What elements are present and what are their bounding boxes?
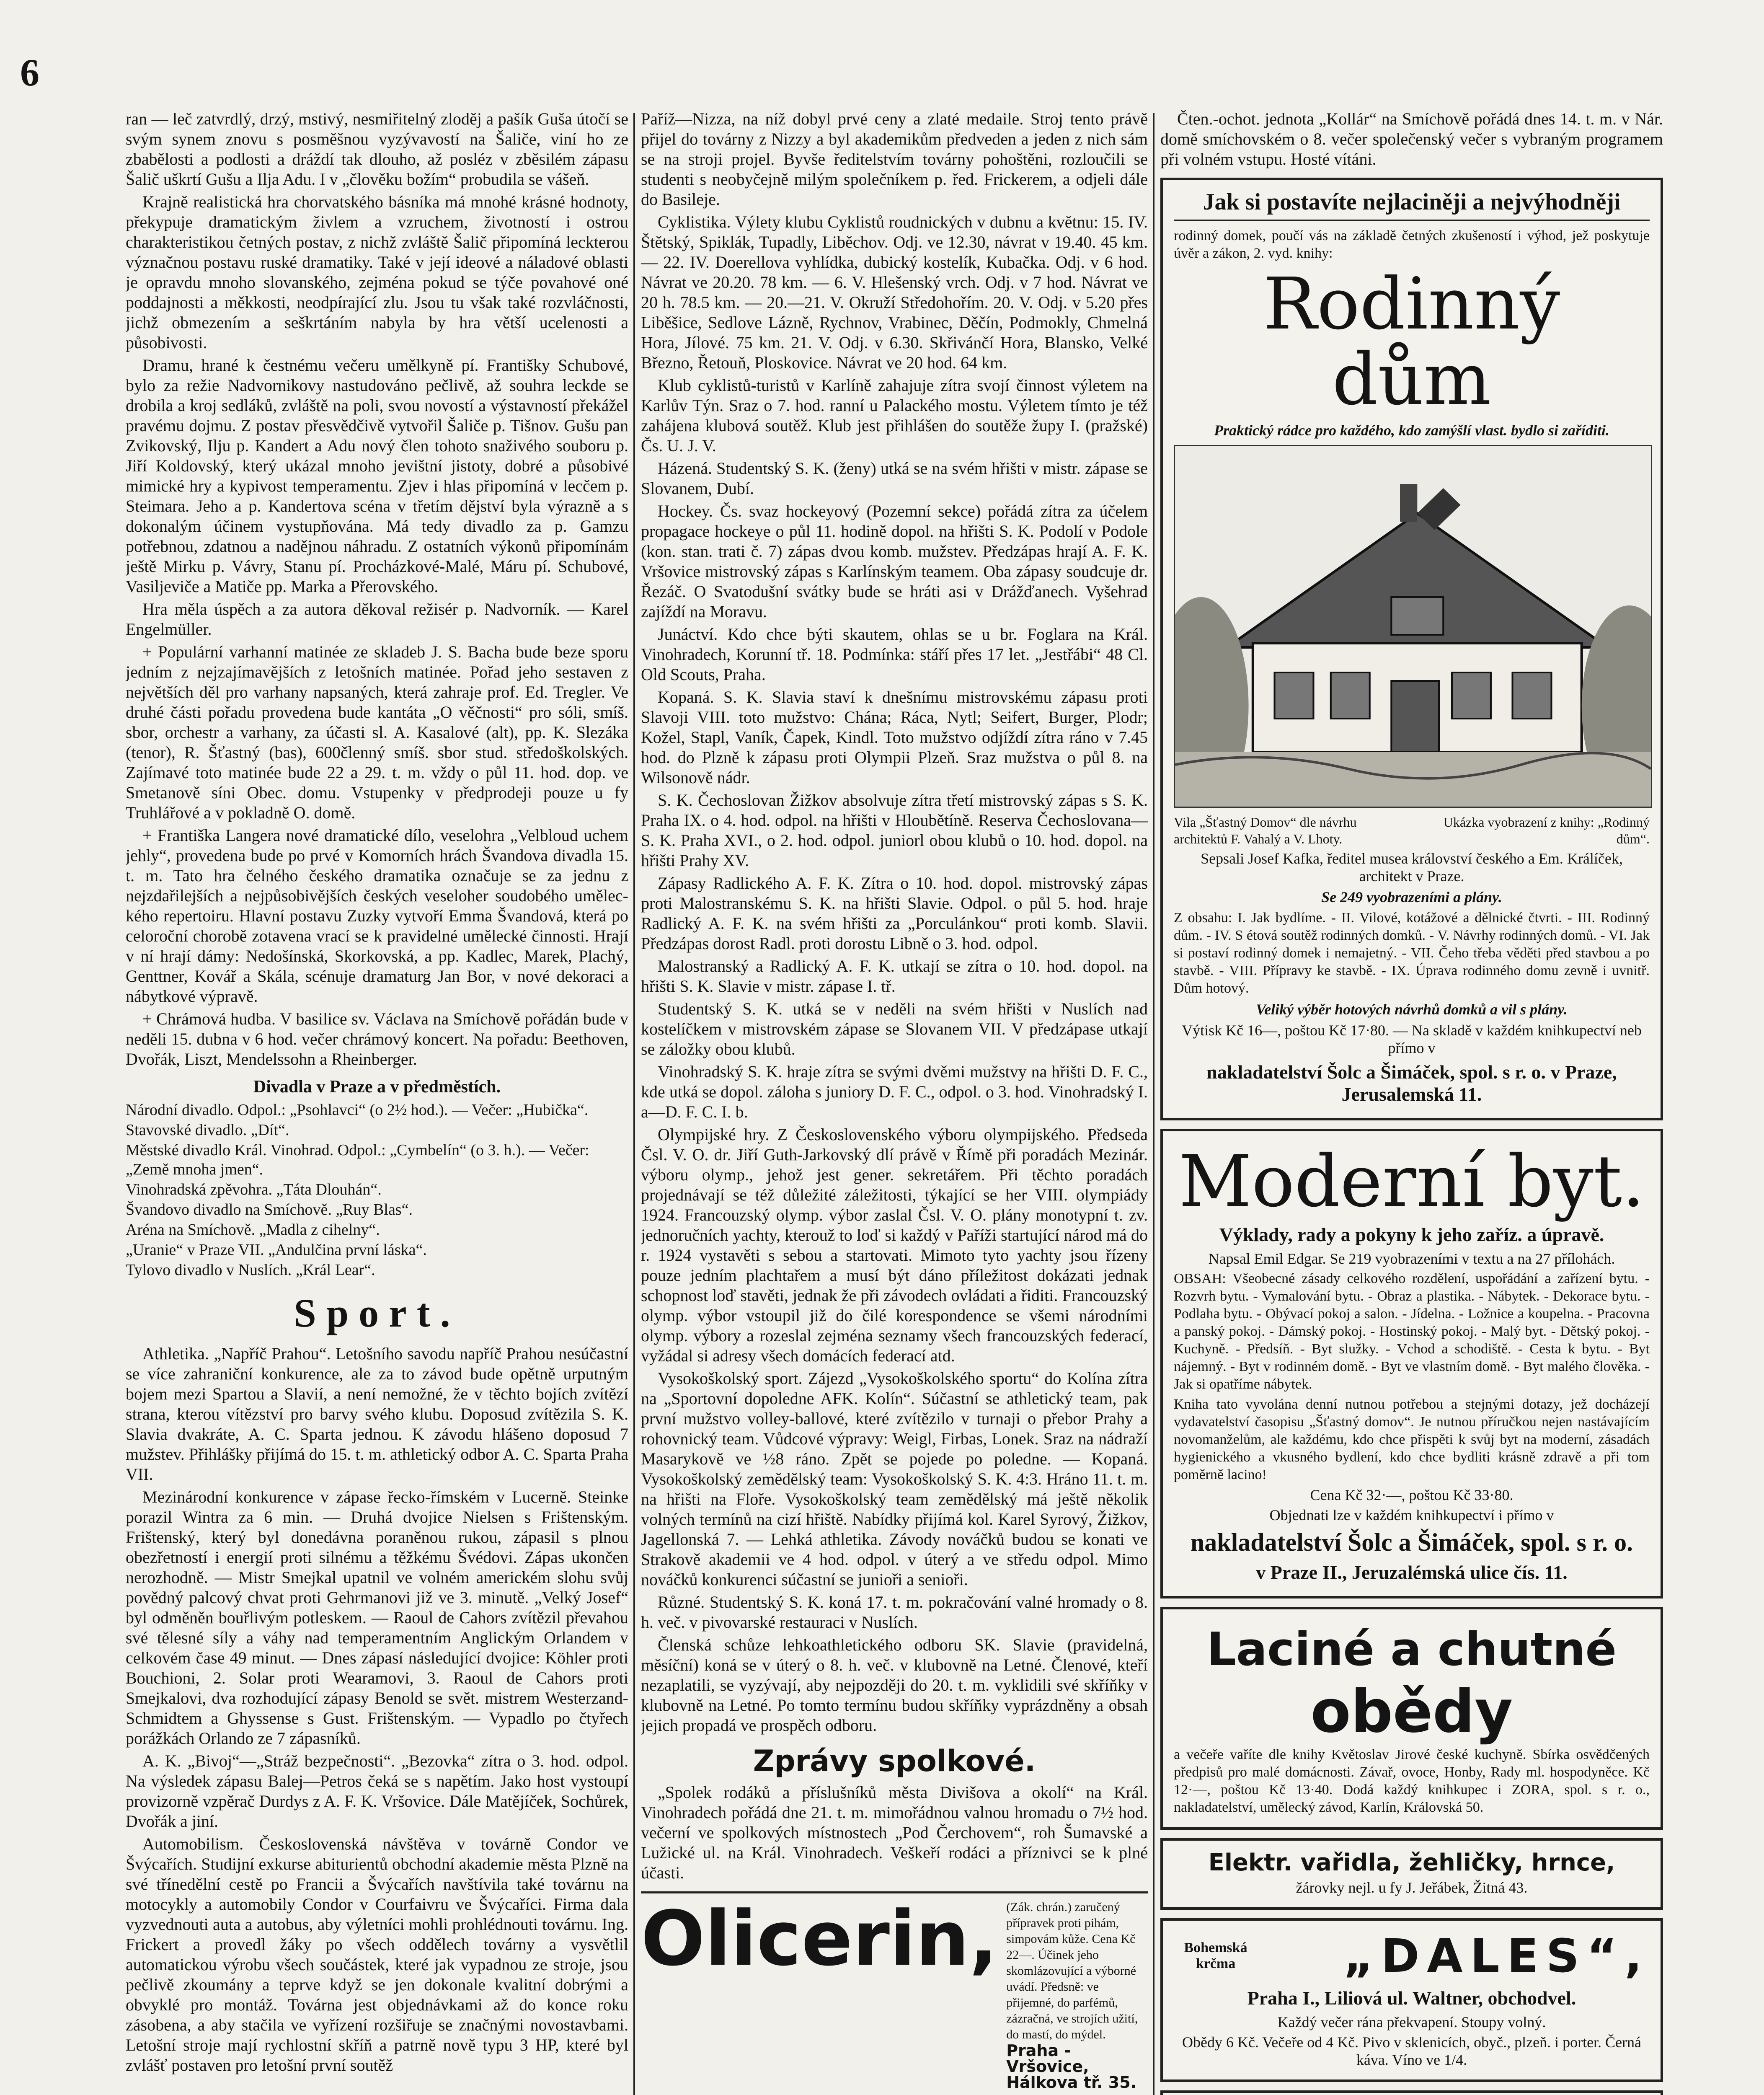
olicerin-brand: Olicerin, [641, 1895, 998, 1983]
ad-label: Bohemská krčma [1184, 1940, 1247, 1971]
ad-headline: Jak si postavíte nejlaciněji a nejvýhodněji [1174, 189, 1650, 221]
ad-text: žárovky nejl. u fy J. Jeřábek, Žitná 43. [1296, 1879, 1528, 1896]
culture-note: + Chrámová hudba. V basilice sv. Václava na Smíchově pořádán bude v neděli 15. dubna v 6 hod. večer chrámový koncert. Na pořadu: Beethoven, Dvořák, Liszt, Mendelssohn a Rheinberger. [126, 1009, 628, 1068]
sport-article: Házená. Studentský S. K. (ženy) utká se na svém hřišti v mistr. zápase se Slovanem, Dubí. [641, 459, 1148, 498]
ad-dales [1160, 1918, 1663, 2082]
ad-title: Elektr. vařidla, žehličky, hrnce, [1208, 1849, 1615, 1876]
ad-text: Obědy 6 Kč. Večeře od 4 Kč. Pivo v sklenicích, obyč., plzeň. i porter. Černá káva. Víno ve 1/4. [1182, 2034, 1642, 2068]
sport-article: Zápasy Radlického A. F. K. Zítra o 10. hod. dopol. mistrovský zápas proti Malostranskému S. K. na hřišti Slavie. Odpol. o půl 5. hod. hraje Radlický A. F. K. na svém hřišti za „Porculánkou“ proti komb. Slavii. Předzápas dorost Radl. proti dorostu Libně o 3. hod. odpol. [641, 874, 1148, 953]
ad-brand: „DALES“, [1343, 1929, 1650, 1983]
book-contents: OBSAH: Všeobecné zásady celkového rozdělení, uspořádání a zařízení bytu. - Rozvrh bytu. - Vymalování bytu. - Obraz a plastika. - Nábytek. - Dekorace bytu. - Podlaha bytu. - Obývací pokoj a salon. - Jídelna. - Ložnice a koupelna. - Pracovna a panský pokoj. - Dámský pokoj. - Hostinský pokoj. - Malý byt. - Dětský pokoj. - Kuchyně. - Předsíň. - Byt služky. - Vchod a schodiště. - Cesta k bytu. - Byt nájemný. - Byt v rodinném domě. - Byt ve vlastním domě. - Byt malého člověka. - Jak si opatříme nábytek. [1174, 1271, 1650, 1392]
theatre-listing: Vinohradská zpěvohra. „Táta Dlouhán“. [126, 1181, 382, 1198]
theatre-listing: Národní divadlo. Odpol.: „Psohlavci“ (o 2½ hod.). — Večer: „Hubička“. [126, 1101, 589, 1119]
article-paragraph: ran — leč zatvrdlý, drzý, mstivý, nesmiřitelný zloděj a pašík Guša útočí se svým synem znovu s posměšnou vyzývavostí na Šaliče, viní ho ze zbabělosti a podlosti a dráždí tak dlouho, až posléz v zběsilém zápasu Šalič uškrtí Gušu a Ilja Adu. I v „člověku božím“ probudila se vášeň. [126, 109, 628, 189]
ad-address: Praha I., Liliová ul. Waltner, obchodvel. [1247, 1987, 1576, 2009]
ad-title: obědy [1310, 1678, 1513, 1746]
book-images-note: Se 249 vyobrazeními a plány. [1321, 889, 1502, 905]
ad-text: a večeře vaříte dle knihy Květoslav Jirové české kuchyně. Sbírka osvědčených předpisů pro malé domácnosti. Závař, ovoce, Honby, Rady ml. hospodyněce. Kč 12·—, poštou Kč 13·40. Dodá každý knihkupec i ZORA, spol. s r. o., nakladatelství, umělecký závod, Karlín, Královská 50. [1174, 1747, 1650, 1815]
page-number: 6 [20, 51, 39, 94]
theatre-listing: „Uranie“ v Praze VII. „Andulčina první láska“. [126, 1241, 427, 1259]
illustration-caption-right: Ukázka vyobrazení z knihy: „Rodinný dům“. [1443, 815, 1650, 846]
book-subtitle: Praktický rádce pro každého, kdo zamýšlí vlast. bydlo si zaříditi. [1214, 422, 1609, 439]
olicerin-ad [641, 1891, 1148, 2090]
book-selection-note: Veliký výběr hotových návrhů domků a vil s plány. [1256, 1001, 1568, 1018]
ad-netopyra [1160, 2090, 1663, 2095]
ad-moderni-byt [1160, 1129, 1663, 1598]
theatre-listing: Aréna na Smíchově. „Madla z cihelny“. [126, 1221, 380, 1239]
publisher: nakladatelství Šolc a Šimáček, spol. s r. o. [1190, 1529, 1633, 1556]
sport-article: Klub cyklistů-turistů v Karlíně zahajuje zítra svojí činnost výletem na Karlův Týn. Sraz o 7. hod. ranní u Palackého mostu. Výletem tímto je též zahájena klubová soutěž. Klub jest přihlášen do soutěže župy I. (pražské) Čs. U. J. V. [641, 376, 1148, 455]
theatre-listing: Stavovské divadlo. „Dít“. [126, 1121, 289, 1139]
sport-article: Olympijské hry. Z Československého výboru olympijského. Předseda Čsl. V. O. dr. Jiří Guth-Jarkovský dlí právě v Římě při poradách Mezinár. výboru olymp., jehož jest gener. sekretářem. Při těchto poradách projednávají se též důležité záležitosti, týkající se her VIII. olympiády 1924. Francouzský olymp. výbor zaslal Čsl. V. O. plány monotypní t. zv. jednoručních yachty, kterouž to loď si každý v Paříži startující národ má do r. 1924 vystavěti s sebou a startovati. Mimoto tyto yachty jsou řízeny pouze jedním plachtařem a musí být dáno příležitost dokázati jednak schopnost loď stavěti, jednak že při závodech ovládati a řiditi. Francouzský olymp. výbor vstoupil již do čilé korespondence se všemi národními olymp. výbory a rozeslal zejména seznamy všech francouzských federací, vyžádal si adresy všech domácích federací atd. [641, 1125, 1148, 1365]
column-1 [126, 109, 628, 2095]
club-note: Čten.-ochot. jednota „Kollár“ na Smíchově pořádá dnes 14. t. m. v Nár. domě smíchovském o 8. večer společenský večer s vybraným programem při volném vstupu. Hosté vítáni. [1160, 109, 1663, 168]
sport-article: Malostranský a Radlický A. F. K. utkají se zítra o 10. hod. dopol. na hřišti S. K. Slavie v mistr. zápase I. tř. [641, 957, 1148, 996]
book-description: Kniha tato vyvolána denní nutnou potřebou a stejnými dotazy, jež docházejí vydavatelství časopisu „Šťastný domov“. Je nutnou příručkou nejen nastávajícím novomanželům, ale každému, kdo chce přispěti k svůj byt na moderní, zásadách hygienického a vkusného bydlení, kdo chce bydliti krásně zdravě a při tom poměrně lacino! [1174, 1397, 1650, 1482]
theatre-heading: Divadla v Praze a v předměstích. [253, 1077, 501, 1097]
book-title: Moderní byt. [1178, 1140, 1645, 1223]
book-subtitle: Výklady, rady a pokyny k jeho zaříz. a úpravě. [1219, 1224, 1604, 1245]
article-paragraph: Dramu, hrané k čestnému večeru umělkyně pí. Františky Schubové, bylo za režie Nadvornikovy nastudováno pečlivě, až souhra leckde se drobila a kroj sedláků, zvláště na poli, svou novostí a výstavností překážel pravému dojmu. Z postav přesvědčivě vytvořil Šaliče p. Tišnov. Gušu pan Zvikovský, Ilju p. Kandert a Adu nový člen tohoto snaživého souboru p. Jiří Koldovský, který ukázal mnoho jevištní jistoty, dobré a působivé mimické hry a kypivost temperamentu. Zjev i hlas připomíná v lecčem p. Steimara. Jeho a p. Kandertova scéna v třetím dějství byla výrazně a s dokonalým účinem vystupňována. Má tedy divadlo za p. Gamzu potřebnou, zdatnou a nadějnou náhradu. Z ostatních výkonů připomínám ještě Mirku p. Vávry, Stanu pí. Procházkové-Malé, Máru pí. Schubové, Vasiljeviče a Matiče pp. Marka a Přerovského. [126, 356, 628, 596]
sport-article: Mezinárodní konkurence v zápase řecko-římském v Lucerně. Steinke porazil Wintra za 6 min. — Druhá dvojice Nielsen s Frištenským. Frištenský, který byl donedávna poraněnou rukou, zápasil s plnou obezřetností i energií proti silnému a těžkému Švédovi. Zápas ukončen nerozhodně. — Mistr Smejkal upatnil ve volném americkém slohu svůj povědný palcový chvat proti Gehrmanovi již ve 3. minutě. „Velký Josef“ byl odměněn bouřlivým potleskem. — Raoul de Cahors zvítězil převahou své tělesné síly a váhy nad temperamentním Anglickým Orlandem v celkovém čase 49 minut. — Dnes zápasí následující dvojice: Köhler proti Bouchioni, 2. Solar proti Wearamovi, 3. Raoul de Cahors proti Smejkalovi, dva rozhodující zápasy Benold se svět. mistrem Westerzand-Schmidtem a Ghyssense s Gust. Frištenským. — Vypadlo po čtyřech porážkách Orlando ze 7 zápasníků. [126, 1487, 628, 1748]
book-authors: Sepsali Josef Kafka, ředitel musea království českého a Em. Králíček, architekt v Praze. [1201, 850, 1623, 885]
illustration-caption-left: Vila „Šťastný Domov“ dle návrhu architektů F. Vahalý a V. Lhoty. [1174, 815, 1357, 846]
sport-article: Athletika. „Napříč Prahou“. Letošního savodu napříč Prahou nesúčastní se více zahraniční konkurence, ale za to závod bude opětně urputným bojem mezi Spartou a Slavií, a není nemožné, že v těchto bojích zvítězí strana, kterou vítězství pro barvy svého klubu. Doposud zvítězila S. K. Slavia dvakráte, A. C. Sparta jednou. K závodu hlášeno doposud 7 mužstev. Přihlášky přijímá do 15. t. m. athletický odbor A. C. Sparta Praha VII. [126, 1344, 628, 1484]
sport-article: Junáctví. Kdo chce býti skautem, ohlas se u br. Foglara na Král. Vinohradech, Korunní tř. 18. Podmínka: stáří přes 17 let. „Jestřábi“ 48 Cl. Old Scouts, Praha. [641, 625, 1148, 684]
culture-note: + Františka Langera nové dramatické dílo, veselohra „Velbloud uchem jehly“, provedena bude po prvé v Komorních hrách Švandova divadla 15. t. m. Tato hra čelného českého dramatika označuje se za jednu z nejzdařilejších a nejpůsobivějších českých veseloher soudobého uměleckého repertoiru. Hlavní postavu Zuzky vytvoří Emma Švandová, která po celoroční chorobě zotavena vrací se k pravidelné umělecké činnosti. Hrají v ní hrají dámy: Nedošínská, Skorkovská, a pp. Kadlec, Marek, Plachý, Genttner, Kovář a Skála, scénuje dramaturg Jan Bor, v nové dekoraci a nábytkové výpravě. [126, 826, 628, 1006]
sport-article: Vinohradský S. K. hraje zítra se svými dvěmi mužstvy na hřišti D. F. C., kde utká se dopol. záloha s juniory D. F. C., odpol. o 3. hod. Vinohradský I. a—D. F. C. I. b. [641, 1062, 1148, 1121]
ad-intro: rodinný domek, poučí vás na základě četných zkušeností i výhod, jež poskytuje úvěr a zákon, 2. vyd. knihy: [1174, 228, 1650, 261]
sport-article: Členská schůze lehkoathletického odboru SK. Slavie (pravidelná, měsíční) koná se v úterý o 8. h. več. v klubovně na Letné. Členové, kteří nezaplatili, se vyzývají, aby nejpozději do 20. t. m. vyklidili své skříňky v klubovně na Letné. Po tomto termínu budou skříňky vyprázdněny a obsah jejich propadá ve prospěch odboru. [641, 1635, 1148, 1735]
sport-article: Studentský S. K. utká se v neděli na svém hřišti v Nuslích nad kostelíčkem v mistrovském zápase se Slovanem VII. V předzápase utkají se záložky obou klubů. [641, 999, 1148, 1058]
club-news-item: „Spolek rodáků a příslušníků města Divišova a okolí“ na Král. Vinohradech pořádá dne 21. t. m. mimořádnou valnou hromadu o 7½ hod. večerní ve spolkových místnostech „Pod Čerchovem“, roh Šumavské a Lužické ul. na Král. Vinohradech. Veškeří rodáci a příznivci se k plné účasti. [641, 1783, 1148, 1882]
olicerin-text: (Zák. chrán.) zaručený přípravek proti pihám, simpovám kůže. Cena Kč 22—. Účinek jeho skomlázovující a výborné uvádí. Předsně: ve přijemné, do parfémů, zázračná, ve strojích užití, do mastí, do mýdel. [1006, 1900, 1138, 2041]
sport-article: Paříž—Nizza, na níž dobyl prvé ceny a zlaté medaile. Stroj tento právě přijel do továrny z Nizzy a byl akademikům předveden a jeden z nich sám se na stroji projel. Byvše ředitelstvím továrny pohoštěni, rozloučili se studenti s neobyčejně milým společníkem p. řed. Frickerem, a odjeli dále do Basileje. [641, 109, 1148, 209]
ad-obedy [1160, 1607, 1663, 1830]
book-title: Rodinný dům [1263, 263, 1560, 421]
theatre-listing: Městské divadlo Král. Vinohrad. Odpol.: „Cymbelín“ (o 3. h.). — Večer: „Země mnoha jmen“. [126, 1141, 589, 1178]
article-paragraph: Krajně realistická hra chorvatského básníka má mnohé krásné hodnoty, překypuje dramatickým živlem a vzruchem, životností i ostrou charakteristikou četných postav, z nichž zvláště Šalič připomíná leckterou význačnou postavu ruské dramatiky. Také v její ideové a náladové oblasti je opravdu mnoho slovanského, zejména pokud se týče povahové oné poddajnosti a měkkosti, neodpírající zlu. Jsou tu však také rozvláčnosti, jichž obmezením a seškrtáním nabyla by hra větší ucelenosti a působivosti. [126, 192, 628, 352]
ad-title: Laciné a chutné [1206, 1622, 1617, 1676]
ad-text: Každý večer rána překvapení. Stoupy volný. [1277, 2014, 1546, 2030]
book-authors: Napsal Emil Edgar. Se 219 vyobrazeními v textu a na 27 přílohách. [1208, 1250, 1615, 1267]
sport-article: Kopaná. S. K. Slavia staví k dnešnímu mistrovskému zápasu proti Slavoji VIII. toto mužstvo: Chána; Ráca, Nytl; Seifert, Burger, Plodr; Kožel, Stapl, Vaník, Čapek, Kindl. Toto mužstvo odjíždí zítra ráno v 7.45 hod. do Plzně k zápasu proti Olympii Plzeň. Sraz mužstva o půl 8. na Wilsonově nádr. [641, 688, 1148, 787]
publisher: nakladatelství Šolc a Šimáček, spol. s r. o. v Praze, Jerusalemská 11. [1206, 1061, 1617, 1105]
theatre-listing: Švandovo divadlo na Smíchově. „Ruy Blas“. [126, 1201, 413, 1218]
sport-article: Různé. Studentský S. K. koná 17. t. m. pokračování valné hromady o 8. h. več. v pivovarské restauraci v Nuslích. [641, 1593, 1148, 1632]
sport-section-title: Sport. [294, 1291, 460, 1335]
publisher-address: v Praze II., Jeruzalémská ulice čís. 11. [1256, 1562, 1568, 1583]
article-paragraph: Hra měla úspěch a za autora děkoval režisér p. Nadvorník. — Karel Engelmüller. [126, 600, 628, 639]
book-price: Výtisk Kč 16—, poštou Kč 17·80. — Na skladě v každém knihkupectví neb přímo v [1182, 1022, 1642, 1056]
column-3 [1160, 109, 1663, 2095]
order-note: Objednati lze v každém knihkupectví i přímo v [1269, 1507, 1554, 1523]
ad-elektr [1160, 1838, 1663, 1910]
column-rule-1 [633, 113, 635, 2095]
sport-article: Hockey. Čs. svaz hockeyový (Pozemní sekce) pořádá zítra za účelem propagace hockeye o půl 11. hodině dopol. na hřišti S. K. Podolí v Podole (kon. stan. trati č. 7) zápas dvou komb. mužstev. Předzápas hrají A. F. K. Vršovice mistrovský zápas s Karlínským teamem. Oba zápasy soudcuje dr. Řezáč. O Svatodušní svátky bude se hráti asi v Drážďanech. Vyšehrad zajíždí na Moravu. [641, 502, 1148, 621]
theatre-listing: Tylovo divadlo v Nuslích. „Král Lear“. [126, 1261, 375, 1279]
sport-article: Cyklistika. Výlety klubu Cyklistů roudnických v dubnu a květnu: 15. IV. Štětský, Spiklák, Tupadly, Liběchov. Odj. ve 12.30, návrat v 19.40. 45 km. — 22. IV. Doerellova vyhlídka, dubický kostelík, Kubačka. Odj. v 6 hod. Návrat ve 20.20. 78 km. — 6. V. Hlešenský vrch. Odj. v 7 hod. Návrat ve 20 h. 78.5 km. — 20.—21. V. Okruží Středohořím. 20. V. Odj. v 5.20 přes Liběšice, Sedlove Lázně, Rychnov, Vrabinec, Děčín, Podmokly, Chmelná Hora, Jílové. 75 km. 21. V. Odj. v 6.30. Skřivánčí Hora, Blansko, Velké Březno, Řetouň, Ploskovice. Návrat ve 20 hod. 64 km. [641, 212, 1148, 372]
column-rule-2 [1153, 113, 1154, 2095]
culture-note: + Populární varhanní matinée ze skladeb J. S. Bacha bude beze sporu jedním z nejzajímavějších z letošních matinée. Pořad jeho sestaven z největších děl pro varhany napsaných, která zahraje prof. Ed. Tregler. Ve druhé části pořadu provedena bude kantáta „O věčnosti“ pro sóli, smíš. sbor, orchestr a varhany, za účasti sl. A. Kasalové (alt), pp. K. Slezáka (tenor), R. Šťastný (bas), 600členný smíš. sbor stud. středoškolských. Zajímavé toto matinée bude 22 a 29. t. m. vždy o půl 11. hod. dop. ve Smetanově síni Obec. domu. Vstupenky v předprodeji pouze u fy Truhlářové a v pokladně O. domě. [126, 642, 628, 822]
sport-article: Vysokoškolský sport. Zájezd „Vysokoškolského sportu“ do Kolína zítra na „Sportovní dopoledne AFK. Kolín“. Súčastní se athletický team, pak první mužstvo volley-ballové, které zvítězilo v turnaji o přebor Prahy a rohovnický team. Vůdcové výpravy: Weigl, Firbas, Lonek. Sraz na nádraží Masarykově ve ½8 ráno. Zpět se pojede po poledne. — Kopaná. Vysokoškolský zemědělský team: Vysokoškolský S. K. 4:3. Hráno 11. t. m. na hřišti na Floře. Vysokoškolský team zemědělský má ještě několik volných termínů na cizí hřiště. Nabídky přijímá kol. Karel Syrový, Žižkov, Jagellonská 7. — Lehká athletika. Závody nováčků budou se konati ve Strakově akademii ve 4 hod. odpol. v úterý a ve středu odpol. Mimo nováčků konkurenci súčastní se junioři a senioři. [641, 1369, 1148, 1589]
book-contents: Z obsahu: I. Jak bydlíme. - II. Vilové, kotážové a dělnické čtvrti. - III. Rodinný dům. - IV. S étová soutěž rodinných domků. - V. Návrhy rodinných domů. - VI. Jak si postaví rodinný domek i nemajetný. - VII. Čeho třeba věděti před stavbou a po stavbě. - VIII. Přípravy ke stavbě. - IX. Úprava rodinného domu zevně i uvnitř. Dům hotový. [1174, 910, 1650, 996]
house-illustration [1174, 445, 1652, 808]
column-2 [641, 109, 1148, 2095]
olicerin-address: Praha - Vršovice, Hálkova tř. 35. [1006, 2041, 1137, 2092]
book-price: Cena Kč 32·—, poštou Kč 33·80. [1310, 1487, 1513, 1503]
sport-article: A. K. „Bivoj“—„Stráž bezpečnosti“. „Bezovka“ zítra o 3. hod. odpol. Na výsledek zápasu Balej—Petros čeká se s napětím. Jako host vystoupí provizorně vzpěrač Durdys z A. F. K. Vršovice. Dále Matějíček, Sochůrek, Dvořák a jiní. [126, 1751, 628, 1831]
sport-article: S. K. Čechoslovan Žižkov absolvuje zítra třetí mistrovský zápas s S. K. Praha IX. o 4. hod. odpol. na hřišti v Hloubětíně. Reserva Čechoslovana—S. K. Praha XVI., o 2. hod. odpol. juniorl obou klubů o 10. hod. dopol. na hřišti Prahy XV. [641, 791, 1148, 870]
club-news-title: Zprávy spolkové. [753, 1744, 1036, 1778]
ad-rodinny-dum [1160, 178, 1663, 1120]
sport-article: Automobilism. Československá návštěva v továrně Condor ve Švýcařích. Studijní exkurse abiturientů obchodní akademie města Plzně na své třínedělní cestě po Francii a Švýcařích navštívila také továrnu na motocykly a automobily Condor v Courfaivru ve Švýcaříci. Firma dala vyzvednouti auta a autobus, aby výletníci mohli prohlédnouti továrnu. Ing. Frickert a provedl žáky po všech oddělech továrny a vysvětlil automatickou výrobu všech součástek, které jak vypadnou ze stroje, jsou pečlivě zkoumány a teprve když se jen dokonale kvalitní dobrými a obvyklé pro montáž. Továrna jest objednávkami až do konce roku zásobena, a aby stačila ve vyřízení rozšiřuje se značnými novostavbami. Letošní stroje mají rychlostní skříň a patrně nově typu 3 HP, které byl zvlášť postaven pro letošní první soutěž [126, 1834, 628, 2074]
